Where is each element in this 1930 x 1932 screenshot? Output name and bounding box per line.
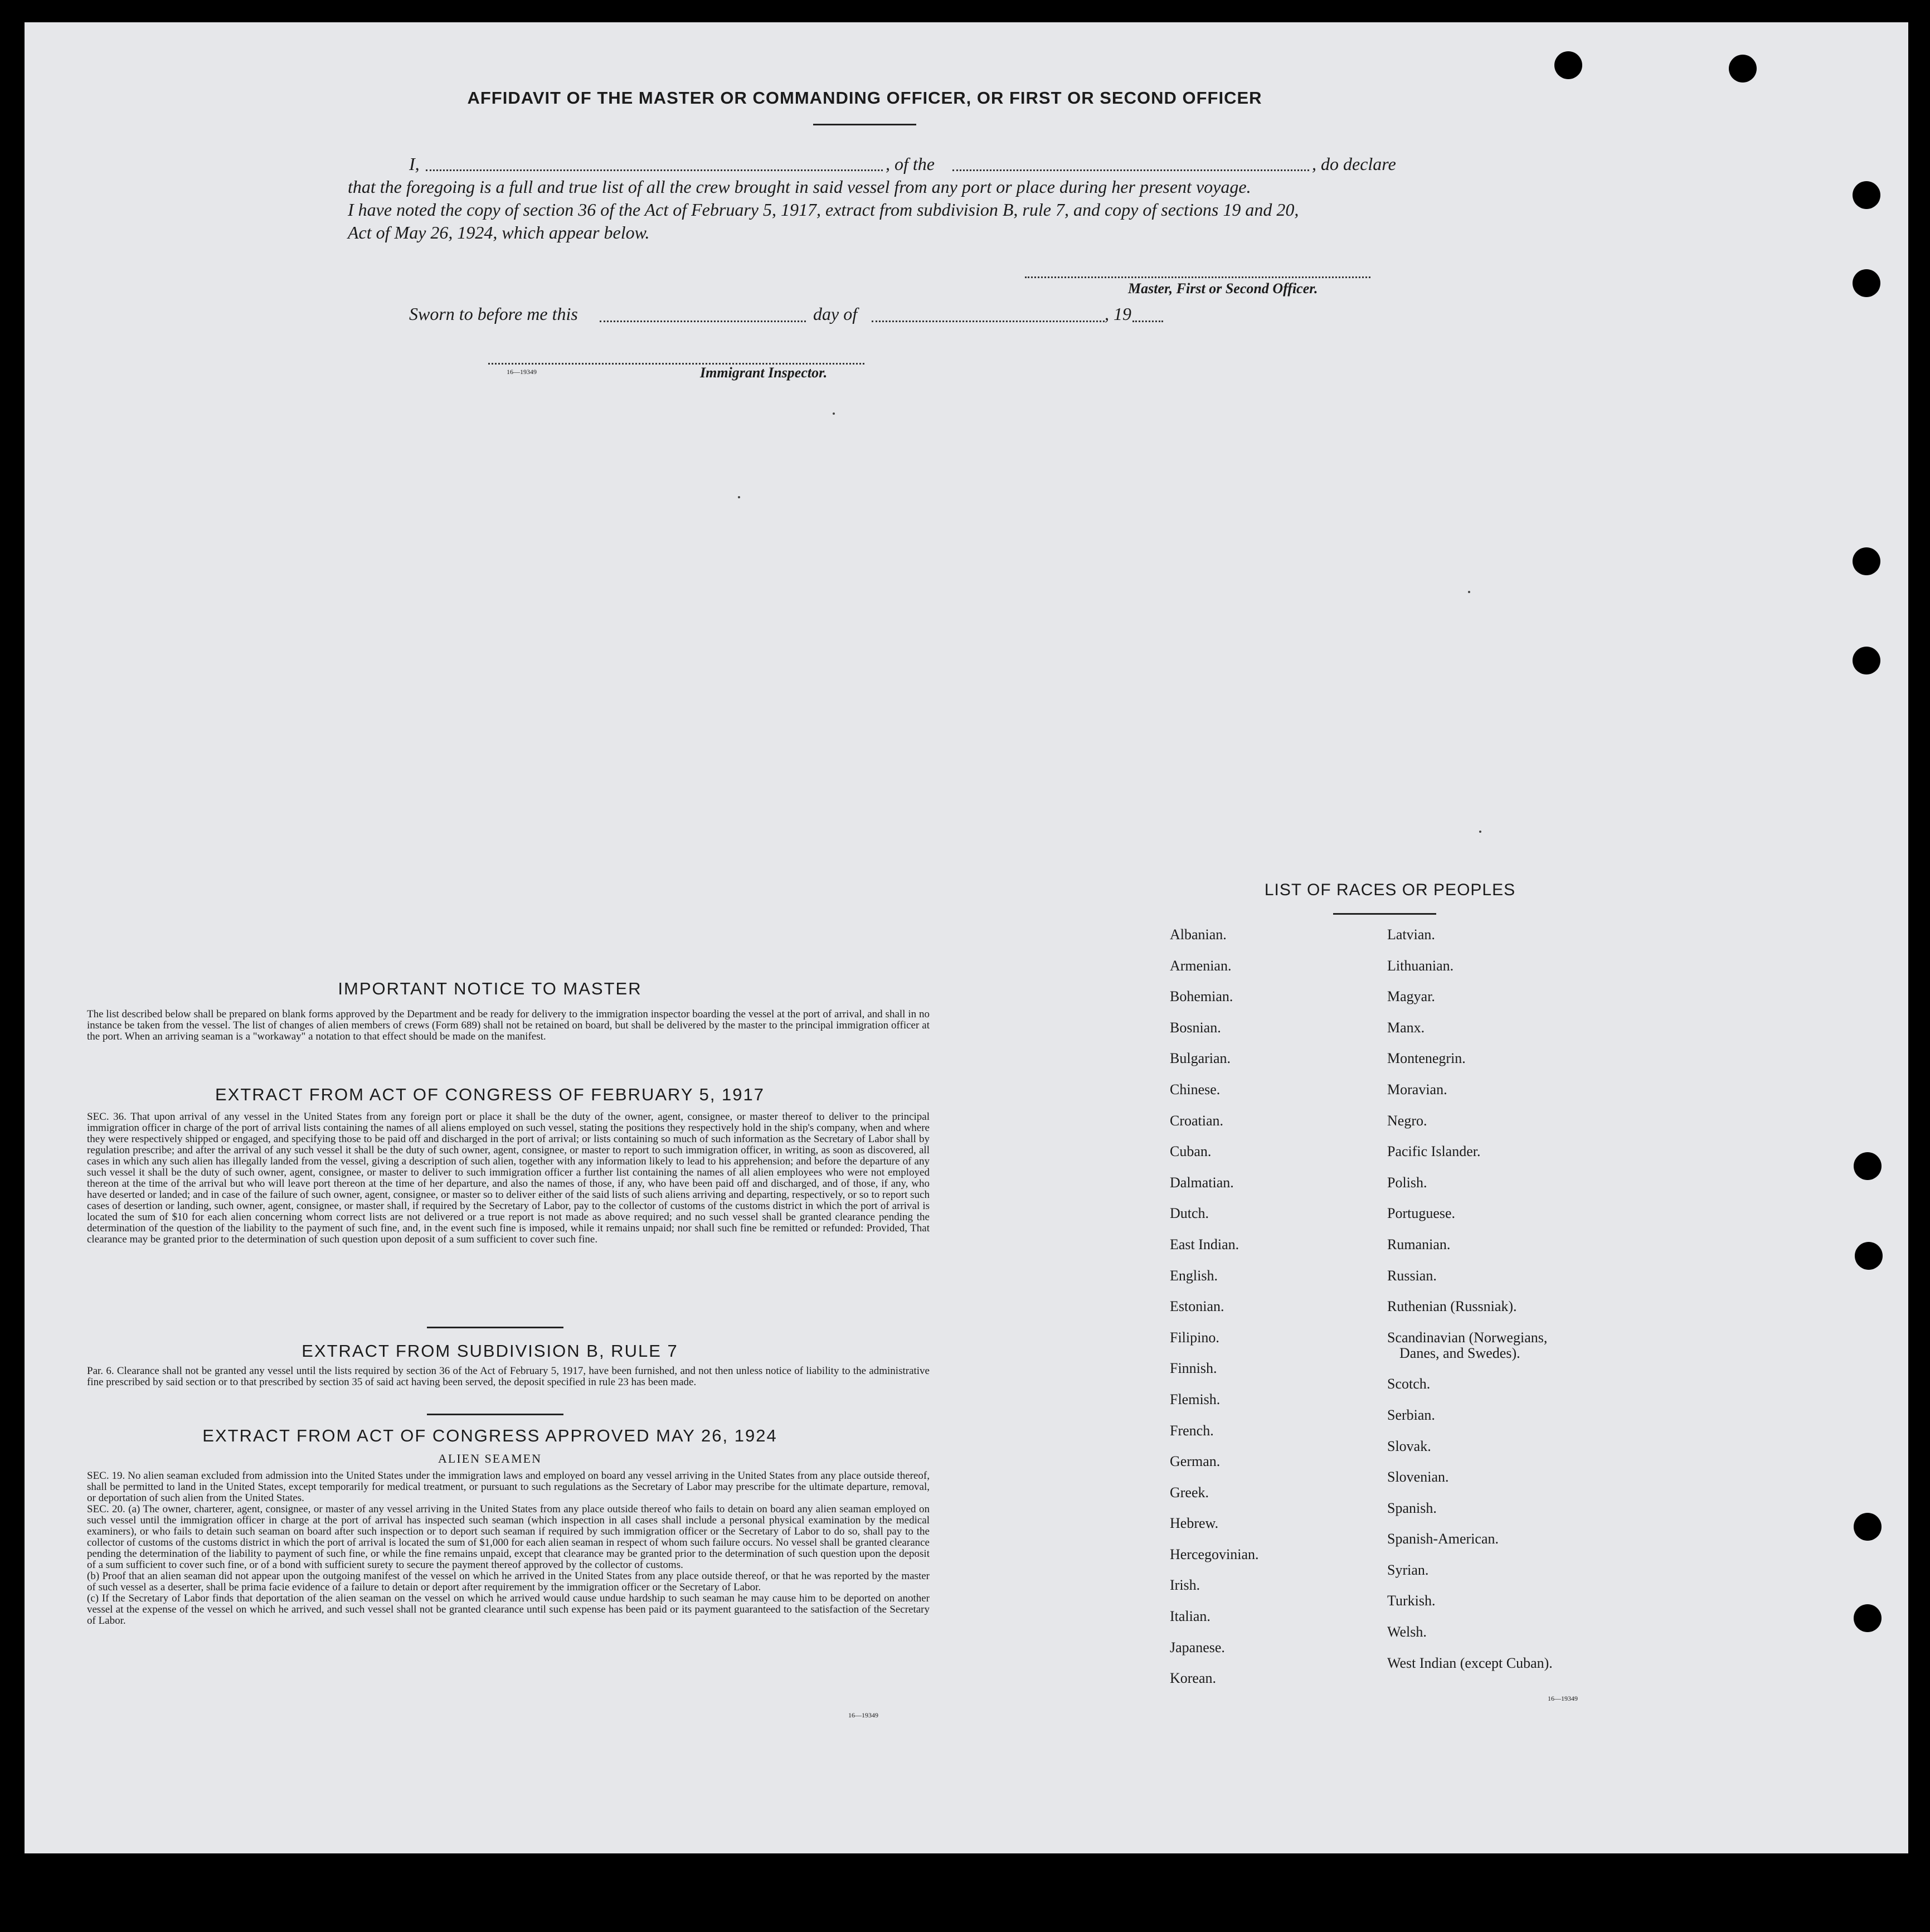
race-item: Bohemian. <box>1170 988 1233 1005</box>
race-item: Syrian. <box>1387 1561 1429 1578</box>
speck <box>1479 831 1481 833</box>
race-item: English. <box>1170 1267 1218 1284</box>
master-signature-label: Master, First or Second Officer. <box>1128 280 1318 297</box>
race-item: Welsh. <box>1387 1624 1427 1640</box>
month-field[interactable] <box>872 321 1105 322</box>
declaration-block <box>348 153 1476 244</box>
race-item: Moravian. <box>1387 1081 1447 1098</box>
extract-1924-text: SEC. 19. No alien seaman excluded from admission into the United States under the immigration laws and employed on board any vessel arriving in the United States from any place outside thereof, shall be permitted to land in the United States, except temporarily for medical treatment, or pursuant to such regulations as the Secretary of Labor may prescribe for the ultimate departure, removal, or deportation of such alien from the United States. SEC. 20. (a) The owner, charterer, agent, consignee, or master of any vessel arriving in the United States from any place outside thereof who fails to detain on board any alien seaman employed on such vessel until the immigration officer in charge at the port of arrival has inspected such seaman (which inspection in all cases shall include a personal physical examination by the medical examiners), or who fails to detain such seaman on board after such inspection or to deport such seaman if required by such immigration officer or the Secretary of Labor to do so, shall pay to the collector of customs of the customs district in which the port of arrival is located the sum of $1,000 for each alien seaman in respect of whom such failure occurs. No vessel shall be granted clearance pending the determination of the liability to payment of such fine, or while the fine remains unpaid, except that clearance may be granted prior to the determination of such question upon the deposit of a sum sufficient to cover such fine, or of a bond with sufficient surety to secure the payment thereof approved by the collector of customs. (b) Proof that an alien seaman did not appear upon the outgoing manifest of the vessel on which he arrived in the United States from any place outside thereof, or that he was reported by the master of such vessel as a deserter, shall be prima facie evidence of a failure to detain or deport after requirement by the immigration officer or the Secretary of Labor. (c) If the Secretary of Labor finds that deportation of the alien seaman on the vessel on which he arrived would cause undue hardship to such seaman he may cause him to be deported on another vessel at the expense of the vessel on which he arrived, and such vessel shall not be granted clearance until such expense has been paid or its payment guaranteed to the satisfaction of the Secretary of Labor. <box>87 1470 930 1627</box>
race-item: Russian. <box>1387 1267 1437 1284</box>
race-item: East Indian. <box>1170 1236 1239 1253</box>
race-item: Serbian. <box>1387 1406 1435 1423</box>
race-item: Slovak. <box>1387 1438 1431 1454</box>
race-item: Polish. <box>1387 1174 1427 1191</box>
race-item: Ruthenian (Russniak). <box>1387 1298 1517 1315</box>
race-item: Armenian. <box>1170 957 1232 974</box>
day-of-label: day of <box>813 304 858 324</box>
notice-text: The list described below shall be prepared on blank forms approved by the Department and be ready for delivery to the immigration inspector boarding the vessel at the port of arrival, and shall in no instance be taken from the vessel. The list of changes of alien members of crews (Form 689) shall not be retained on board, but shall be delivered by the master to the principal immigration officer at the port. When an arriving seaman is a "workaway" a notation to that effect should be made on the manifest. <box>87 1008 930 1042</box>
race-item: Lithuanian. <box>1387 957 1454 974</box>
of-the-label: , of the <box>886 154 935 174</box>
race-item: Bosnian. <box>1170 1019 1221 1036</box>
race-item: Flemish. <box>1170 1391 1221 1407</box>
punch-hole <box>1854 1513 1882 1541</box>
day-field[interactable] <box>600 321 806 322</box>
document-page <box>25 22 1908 1853</box>
sworn-label: Sworn to before me this <box>409 304 578 324</box>
punch-hole <box>1554 51 1582 79</box>
race-item: Albanian. <box>1170 926 1227 943</box>
race-item: French. <box>1170 1422 1214 1439</box>
speck <box>833 412 835 415</box>
year-field[interactable] <box>1132 321 1163 322</box>
races-column-2 <box>1387 926 1553 1686</box>
punch-hole <box>1853 181 1880 209</box>
speck <box>1468 591 1470 593</box>
race-item: Portuguese. <box>1387 1205 1456 1222</box>
declaration-line: I have noted the copy of section 36 of the Act of February 5, 1917, extract from subdivision B, rule 7, and copy of sections 19 and 20, <box>348 200 1299 220</box>
races-divider <box>1333 913 1436 915</box>
alien-seamen-subtitle: ALIEN SEAMEN <box>438 1452 542 1465</box>
race-item: Magyar. <box>1387 988 1435 1005</box>
form-number-left: 16—19349 <box>848 1711 878 1719</box>
race-item: Korean. <box>1170 1670 1217 1687</box>
races-title: LIST OF RACES OR PEOPLES <box>1264 881 1516 899</box>
punch-hole <box>1853 647 1880 674</box>
extract-1924-title: EXTRACT FROM ACT OF CONGRESS APPROVED MAY 26, 1924 <box>202 1426 777 1445</box>
race-item: Slovenian. <box>1387 1469 1449 1486</box>
section-divider <box>427 1414 563 1415</box>
race-item: Greek. <box>1170 1484 1209 1501</box>
punch-hole <box>1729 55 1757 82</box>
punch-hole <box>1853 269 1880 297</box>
form-number-top: 16—19349 <box>507 368 537 376</box>
punch-hole <box>1855 1242 1883 1270</box>
race-item: Spanish. <box>1387 1499 1437 1516</box>
affidavit-title: AFFIDAVIT OF THE MASTER OR COMMANDING OFFICER, OR FIRST OR SECOND OFFICER <box>467 88 1262 108</box>
race-item: Dalmatian. <box>1170 1174 1234 1191</box>
race-item: Scandinavian (Norwegians, <box>1387 1329 1548 1346</box>
title-divider <box>813 124 916 125</box>
punch-hole <box>1853 547 1880 575</box>
race-item: Bulgarian. <box>1170 1050 1231 1067</box>
race-item: Cuban. <box>1170 1143 1212 1160</box>
race-item: Estonian. <box>1170 1298 1224 1315</box>
race-item: Spanish-American. <box>1387 1531 1499 1547</box>
races-column-1 <box>1170 926 1259 1701</box>
do-declare-label: , do declare <box>1312 154 1396 174</box>
year-prefix: , 19 <box>1105 304 1131 324</box>
race-item: Chinese. <box>1170 1081 1221 1098</box>
race-item: Pacific Islander. <box>1387 1143 1481 1160</box>
race-item: Croatian. <box>1170 1112 1224 1129</box>
master-signature-field[interactable] <box>1025 276 1370 278</box>
rule7-text: Par. 6. Clearance shall not be granted any vessel until the lists required by section 36 of the Act of February 5, 1917, have been furnished, and not then unless notice of liability to the administrative fine prescribed by said section or to that prescribed by section 35 of said act having been served, the deposit specified in rule 23 has been made. <box>87 1365 930 1388</box>
section-divider <box>427 1327 563 1328</box>
declaration-line: that the foregoing is a full and true list of all the crew brought in said vessel from any port or place during her present voyage. <box>348 177 1251 197</box>
race-item: Latvian. <box>1387 926 1435 943</box>
race-item: Rumanian. <box>1387 1236 1451 1253</box>
race-item: Hebrew. <box>1170 1515 1219 1532</box>
name-field[interactable] <box>426 169 883 171</box>
race-item: Negro. <box>1387 1112 1427 1129</box>
race-item: West Indian (except Cuban). <box>1387 1654 1553 1671</box>
rule7-title: EXTRACT FROM SUBDIVISION B, RULE 7 <box>302 1341 678 1361</box>
race-item: Manx. <box>1387 1019 1425 1036</box>
race-item: Japanese. <box>1170 1639 1225 1656</box>
race-item: Montenegrin. <box>1387 1050 1466 1067</box>
declaration-line: Act of May 26, 1924, which appear below. <box>348 222 650 242</box>
race-item: Finnish. <box>1170 1360 1217 1377</box>
punch-hole <box>1854 1152 1882 1180</box>
speck <box>738 496 740 498</box>
race-item: Scotch. <box>1387 1376 1431 1392</box>
race-item: Dutch. <box>1170 1205 1209 1222</box>
form-number-right: 16—19349 <box>1548 1695 1578 1702</box>
i-label: I, <box>409 154 420 174</box>
declaration-first-line <box>348 153 1476 176</box>
extract-1917-title: EXTRACT FROM ACT OF CONGRESS OF FEBRUARY 5, 1917 <box>215 1085 765 1104</box>
race-item: Filipino. <box>1170 1329 1219 1346</box>
vessel-field[interactable] <box>952 169 1309 171</box>
race-item: Turkish. <box>1387 1593 1436 1609</box>
race-item: Irish. <box>1170 1577 1200 1594</box>
race-item: Danes, and Swedes). <box>1399 1344 1520 1361</box>
race-item: Italian. <box>1170 1608 1210 1625</box>
race-item: Hercegovinian. <box>1170 1546 1259 1562</box>
punch-hole <box>1854 1604 1882 1632</box>
notice-title: IMPORTANT NOTICE TO MASTER <box>338 979 642 998</box>
inspector-label: Immigrant Inspector. <box>700 365 828 381</box>
extract-1917-text: SEC. 36. That upon arrival of any vessel in the United States from any foreign port or place it shall be the duty of the owner, agent, consignee, or master thereof to deliver to the principal immigration officer in charge of the port of arrival lists containing the names of all aliens employed on such vessel, stating the positions they respectively hold in the ship's company, when and where they were respectively shipped or engaged, and specifying those to be paid off and discharged in the port of arrival; or lists containing so much of such information as the Secretary of Labor shall by regulation prescribe; and after the arrival of any such vessel it shall be the duty of such owner, agent, consignee, or master to report to such immigration officer, in writing, as soon as discovered, all cases in which any such alien has illegally landed from the vessel, giving a description of such alien, together with any information likely to lead to his apprehension; and before the departure of any such vessel it shall be the duty of such owner, agent, consignee, or master to deliver to such immigration officer a further list containing the names of all alien employees who were not employed thereon at the time of the arrival but who will leave port thereon at the time of her departure, and also the names of those, if any, who have been paid off and discharged, and of those, if any, who have deserted or landed; and in case of the failure of such owner, agent, consignee, or master so to deliver either of the said lists of such aliens arriving and departing, respectively, or so to report such cases of desertion or landing, such owner, agent, consignee, or master shall, if required by the Secretary of Labor, pay to the collector of customs of the customs district in which the port of arrival is located the sum of $10 for each alien concerning whom correct lists are not delivered or a true report is not made as above required; and no such vessel shall be granted clearance pending the determination of the question of the liability to the payment of such fine, and, in the event such fine is imposed, while it remains unpaid; nor shall such fine be remitted or refunded: Provided, That clearance may be granted prior to the determination of such question upon deposit of a sum sufficient to cover such fine. <box>87 1111 930 1245</box>
sworn-line <box>381 304 1161 329</box>
race-item: German. <box>1170 1453 1221 1470</box>
